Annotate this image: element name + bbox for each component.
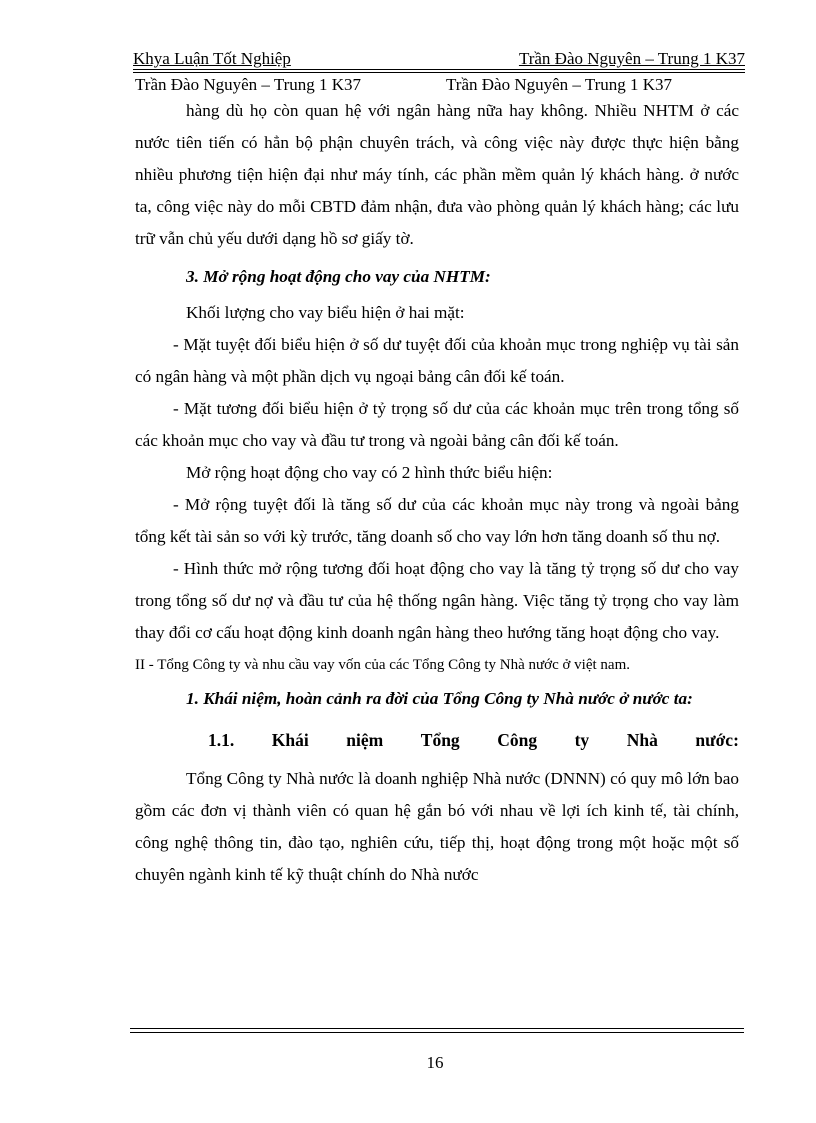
header-title: Khya Luận Tốt Nghiệp: [133, 49, 291, 68]
heading-concept-word: ty: [574, 730, 590, 750]
paragraph-lending-volume: Khối lượng cho vay biểu hiện ở hai mặt:: [186, 303, 465, 322]
list-item-absolute-expansion: - Mở rộng tuyệt đối là tăng số dư của các khoản mục này trong và ngoài bảng tổng kết tài sản so với kỳ trước, tăng doanh số cho vay lớn hơn tăng doanh số thu nợ.: [135, 495, 739, 546]
heading-concept-origin: 1. Khái niệm, hoàn cảnh ra đời của Tổng Công ty Nhà nước ở nước ta:: [186, 689, 693, 708]
heading-expand-lending: 3. Mở rộng hoạt động cho vay của NHTM:: [186, 267, 491, 286]
list-item-absolute: - Mặt tuyệt đối biểu hiện ở số dư tuyệt đối của khoản mục trong nghiệp vụ tài sản có ngân hàng và một phần dịch vụ ngoại bảng cân đối kế toán.: [135, 335, 739, 386]
paragraph-definition: Tổng Công ty Nhà nước là doanh nghiệp Nhà nước (DNNN) có quy mô lớn bao gồm các đơn vị thành viên có quan hệ gắn bó với nhau về lợi ích kinh tế, tài chính, công nghệ thông tin, đào tạo, nghiên cứu, tiếp thị, hoạt động trong một hoặc một số chuyên ngành kinh tế kỹ thuật chính do Nhà nước: [135, 769, 739, 884]
heading-concept-word: niệm: [346, 730, 384, 750]
section-heading-ii: II - Tổng Công ty và nhu cầu vay vốn của các Tổng Công ty Nhà nước ở việt nam.: [135, 657, 630, 673]
page-body: [135, 95, 739, 891]
paragraph-customer-management: hàng dù họ còn quan hệ với ngân hàng nữa hay không. Nhiều NHTM ở các nước tiên tiến có hẳn bộ phận chuyên trách, và công việc này được thực hiện bằng nhiều phương tiện hiện đại như máy tính, các phần mềm quản lý khách hàng. ở nước ta, công việc này do mỗi CBTD đảm nhận, đưa vào phòng quản lý khách hàng; các lưu trữ vẫn chủ yếu dưới dạng hồ sơ giấy tờ.: [135, 101, 739, 248]
heading-concept-word: Tổng: [420, 730, 460, 750]
heading-concept-word: Khái: [271, 730, 309, 750]
subheader-author-right: Trần Đào Nguyên – Trung 1 K37: [446, 75, 673, 94]
list-item-relative: - Mặt tương đối biểu hiện ở tỷ trọng số dư của các khoản mục trên trong tổng số các khoản mục cho vay và đầu tư trong và ngoài bảng cân đối kế toán.: [135, 399, 739, 450]
subheader-author-left: Trần Đào Nguyên – Trung 1 K37: [135, 75, 362, 94]
page-number: 16: [426, 1053, 444, 1072]
paragraph-expansion-forms: Mở rộng hoạt động cho vay có 2 hình thức biểu hiện:: [186, 463, 553, 482]
heading-concept-word: Công: [497, 730, 538, 750]
header-rule: [133, 69, 745, 73]
heading-concept-word: Nhà: [626, 730, 658, 750]
header-author: Trần Đào Nguyên – Trung 1 K37: [518, 49, 745, 68]
list-item-relative-expansion: - Hình thức mở rộng tương đối hoạt động cho vay là tăng tỷ trọng số dư cho vay trong tổng số dư nợ và đầu tư của hệ thống ngân hàng. Việc tăng tỷ trọng cho vay làm thay đổi cơ cấu hoạt động kinh doanh ngân hàng theo hướng tăng hoạt động cho vay.: [135, 559, 739, 642]
heading-concept-word: 1.1.: [208, 730, 235, 750]
heading-concept-word: nước:: [695, 730, 739, 750]
heading-concept: [135, 725, 739, 755]
footer-rule: [130, 1028, 744, 1033]
